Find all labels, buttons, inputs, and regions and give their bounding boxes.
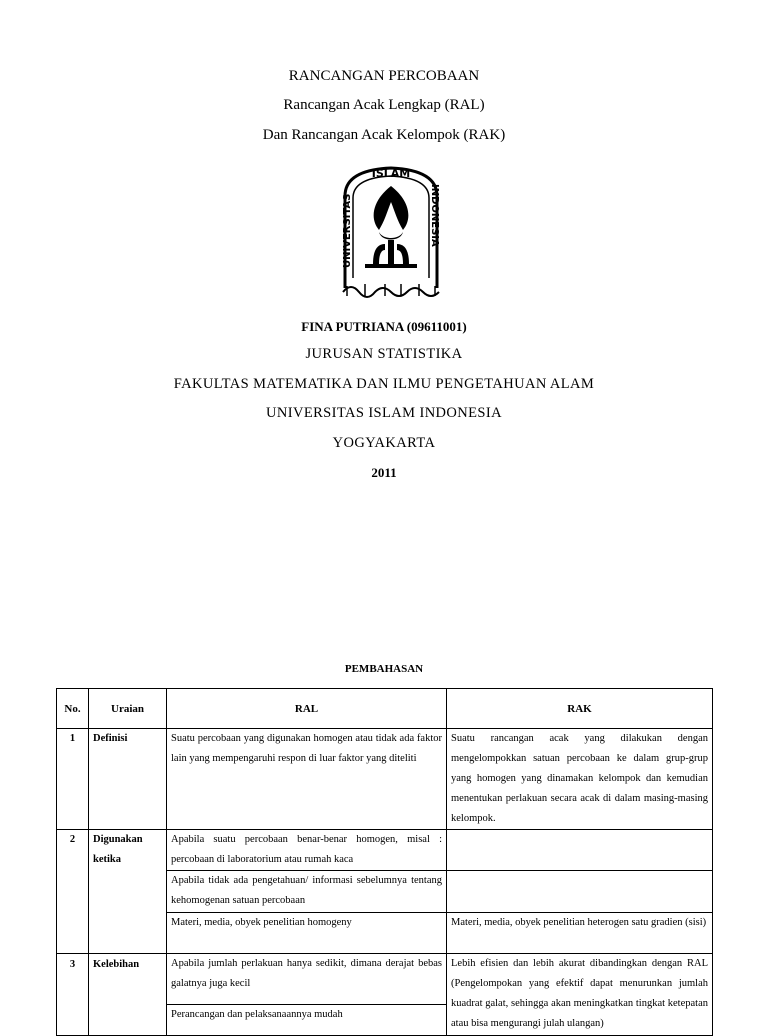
section-title: PEMBAHASAN (344, 663, 424, 675)
table-row (57, 729, 713, 830)
header-uraian: Uraian (89, 689, 167, 729)
table-row (57, 954, 713, 1005)
ral-cell: Materi, media, obyek penelitian homogeny (167, 913, 447, 954)
university: UNIVERSITAS ISLAM INDONESIA (266, 405, 502, 421)
row-number: 1 (57, 729, 89, 830)
logo-right-text: INDONESIA (429, 184, 440, 247)
ral-cell: Perancangan dan pelaksanaannya mudah (167, 1005, 447, 1036)
rak-cell (447, 830, 713, 871)
table-row (57, 830, 713, 871)
document-subtitle-rak: Dan Rancangan Acak Kelompok (RAK) (262, 127, 506, 143)
rak-cell: Suatu rancangan acak yang dilakukan dengan mengelompokkan satuan percobaan ke dalam grup-grup yang homogen yang dinamakan kelompok dan kemudian menentukan perlakuan secara acak di dalam masing-masing kelompok. (447, 729, 713, 830)
university-emblem-icon (335, 160, 447, 300)
document-subtitle-ral: Rancangan Acak Lengkap (RAL) (283, 97, 485, 113)
ral-cell: Apabila suatu percobaan benar-benar homogen, misal : percobaan di laboratorium atau rumah kaca (167, 830, 447, 871)
ral-cell: Suatu percobaan yang digunakan homogen atau tidak ada faktor lain yang mempengaruhi respon di luar faktor yang diteliti (167, 729, 447, 830)
row-label: Kelebihan (89, 954, 167, 1036)
header-ral: RAL (167, 689, 447, 729)
author-name: FINA PUTRIANA (09611001) (301, 319, 467, 334)
ral-cell: Apabila jumlah perlakuan hanya sedikit, dimana derajat bebas galatnya juga kecil (167, 954, 447, 1005)
rak-cell: Materi, media, obyek penelitian heterogen satu gradien (sisi) (447, 913, 713, 954)
logo-top-text: ISLAM (371, 167, 411, 180)
row-label: Digunakan ketika (89, 830, 167, 954)
rak-cell: Lebih efisien dan lebih akurat dibandingkan dengan RAL (Pengelompokan yang efektif dapat menurunkan jumlah kuadrat galat, sehingga akan meningkatkan tingkat ketepatan atau bisa mengurangi julah ulangan) (447, 954, 713, 1036)
year: 2011 (371, 465, 397, 480)
document-title: RANCANGAN PERCOBAAN (288, 68, 480, 84)
comparison-table (56, 688, 713, 1036)
city: YOGYAKARTA (332, 435, 436, 451)
row-number: 3 (57, 954, 89, 1036)
row-number: 2 (57, 830, 89, 954)
header-rak: RAK (447, 689, 713, 729)
row-label: Definisi (89, 729, 167, 830)
faculty: FAKULTAS MATEMATIKA DAN ILMU PENGETAHUAN ALAM (173, 376, 595, 392)
header-no: No. (57, 689, 89, 729)
rak-cell (447, 871, 713, 913)
table-header-row (57, 689, 713, 729)
ral-cell: Apabila tidak ada pengetahuan/ informasi sebelumnya tentang kehomogenan satuan percobaan (167, 871, 447, 913)
department: JURUSAN STATISTIKA (305, 346, 463, 362)
logo-left-text: UNIVERSITAS (342, 193, 353, 268)
